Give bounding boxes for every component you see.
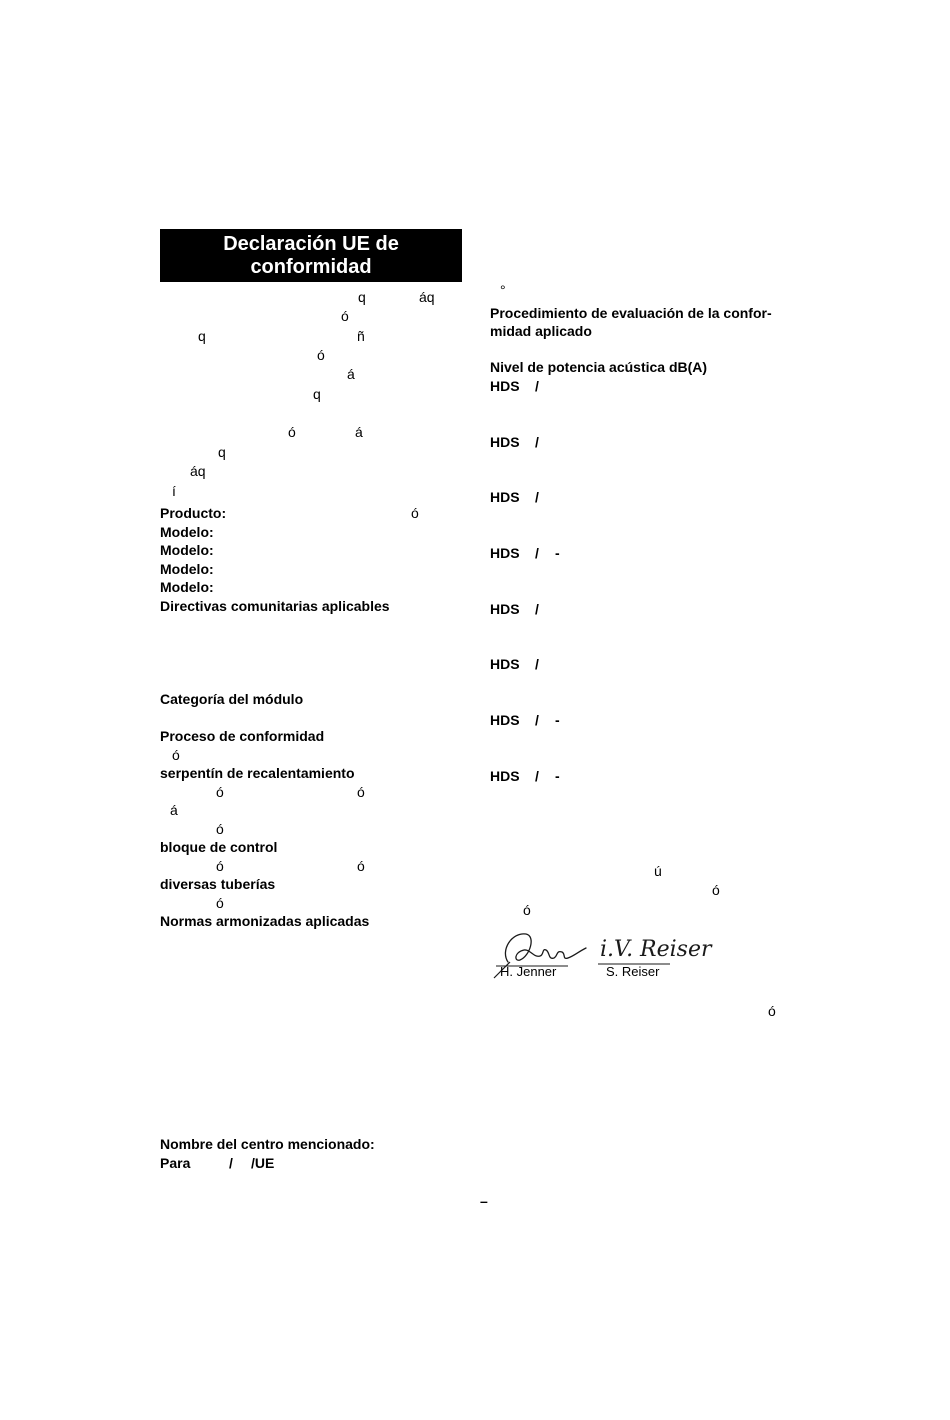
bloque-label: bloque de control — [160, 839, 278, 855]
hds-label: HDS — [490, 656, 520, 672]
normas-label: Normas armonizadas aplicadas — [160, 913, 370, 929]
intro-fragment: áq — [419, 289, 435, 305]
para-ue: /UE — [251, 1155, 275, 1171]
fragment: ó — [216, 895, 224, 911]
degree-symbol: ° — [500, 282, 506, 298]
fragment: ó — [216, 784, 224, 800]
proceso-label: Proceso de conformidad — [160, 728, 325, 744]
procedimiento-label: Procedimiento de evaluación de la confor- midad aplicado — [490, 305, 772, 339]
page-footer-dash: – — [480, 1193, 488, 1209]
hds-dash: - — [555, 545, 560, 561]
fragment: ó — [216, 821, 224, 837]
intro-fragment: á — [347, 366, 355, 382]
intro-fragment: ó — [317, 347, 325, 363]
declaration-title-box — [160, 229, 462, 282]
intro-fragment: áq — [190, 463, 206, 479]
hds-dash: - — [555, 712, 560, 728]
intro-fragment: ó — [288, 424, 296, 440]
intro-fragment: q — [358, 289, 366, 305]
fragment: ó — [172, 747, 180, 763]
tuberias-label: diversas tuberías — [160, 876, 276, 892]
producto-fragment: ó — [411, 505, 419, 521]
fragment: ó — [357, 858, 365, 874]
producto-label: Producto: — [160, 505, 227, 521]
hds-slash: / — [535, 489, 539, 505]
para-slash: / — [229, 1155, 233, 1171]
fragment: ú — [654, 863, 662, 879]
signature-reiser-text: i.V. Reiser — [600, 937, 712, 962]
hds-slash: / — [535, 712, 539, 728]
para-label: Para — [160, 1155, 191, 1171]
nivel-label: Nivel de potencia acústica dB(A) — [490, 359, 708, 375]
hds-label: HDS — [490, 768, 520, 784]
hds-slash: / — [535, 545, 539, 561]
centro-label: Nombre del centro mencionado: — [160, 1136, 375, 1152]
hds-label: HDS — [490, 434, 520, 450]
intro-fragment: q — [313, 386, 321, 402]
hds-slash: / — [535, 656, 539, 672]
hds-label: HDS — [490, 712, 520, 728]
intro-fragment: í — [172, 483, 176, 499]
hds-slash: / — [535, 768, 539, 784]
hds-label: HDS — [490, 601, 520, 617]
hds-dash: - — [555, 768, 560, 784]
fragment: ó — [523, 902, 531, 918]
modelo-label: Modelo: — [160, 561, 214, 577]
intro-fragment: ñ — [357, 328, 365, 344]
serpentin-label: serpentín de recalentamiento — [160, 765, 355, 781]
fragment: ó — [768, 1003, 776, 1019]
categoria-label: Categoría del módulo — [160, 691, 304, 707]
intro-fragment: q — [198, 328, 206, 344]
intro-fragment: á — [355, 424, 363, 440]
signer-name-reiser: S. Reiser — [606, 964, 660, 979]
hds-slash: / — [535, 601, 539, 617]
signer-name-jenner: H. Jenner — [500, 964, 557, 979]
modelo-label: Modelo: — [160, 579, 214, 595]
fragment: ó — [216, 858, 224, 874]
hds-label: HDS — [490, 378, 520, 394]
hds-label: HDS — [490, 489, 520, 505]
hds-label: HDS — [490, 545, 520, 561]
fragment: ó — [712, 882, 720, 898]
directivas-label: Directivas comunitarias aplicables — [160, 598, 390, 614]
fragment: á — [170, 802, 178, 818]
hds-slash: / — [535, 434, 539, 450]
declaration-title: Declaración UE de conformidad — [223, 232, 399, 278]
hds-slash: / — [535, 378, 539, 394]
modelo-label: Modelo: — [160, 524, 214, 540]
modelo-label: Modelo: — [160, 542, 214, 558]
fragment: ó — [357, 784, 365, 800]
intro-fragment: q — [218, 444, 226, 460]
intro-fragment: ó — [341, 308, 349, 324]
